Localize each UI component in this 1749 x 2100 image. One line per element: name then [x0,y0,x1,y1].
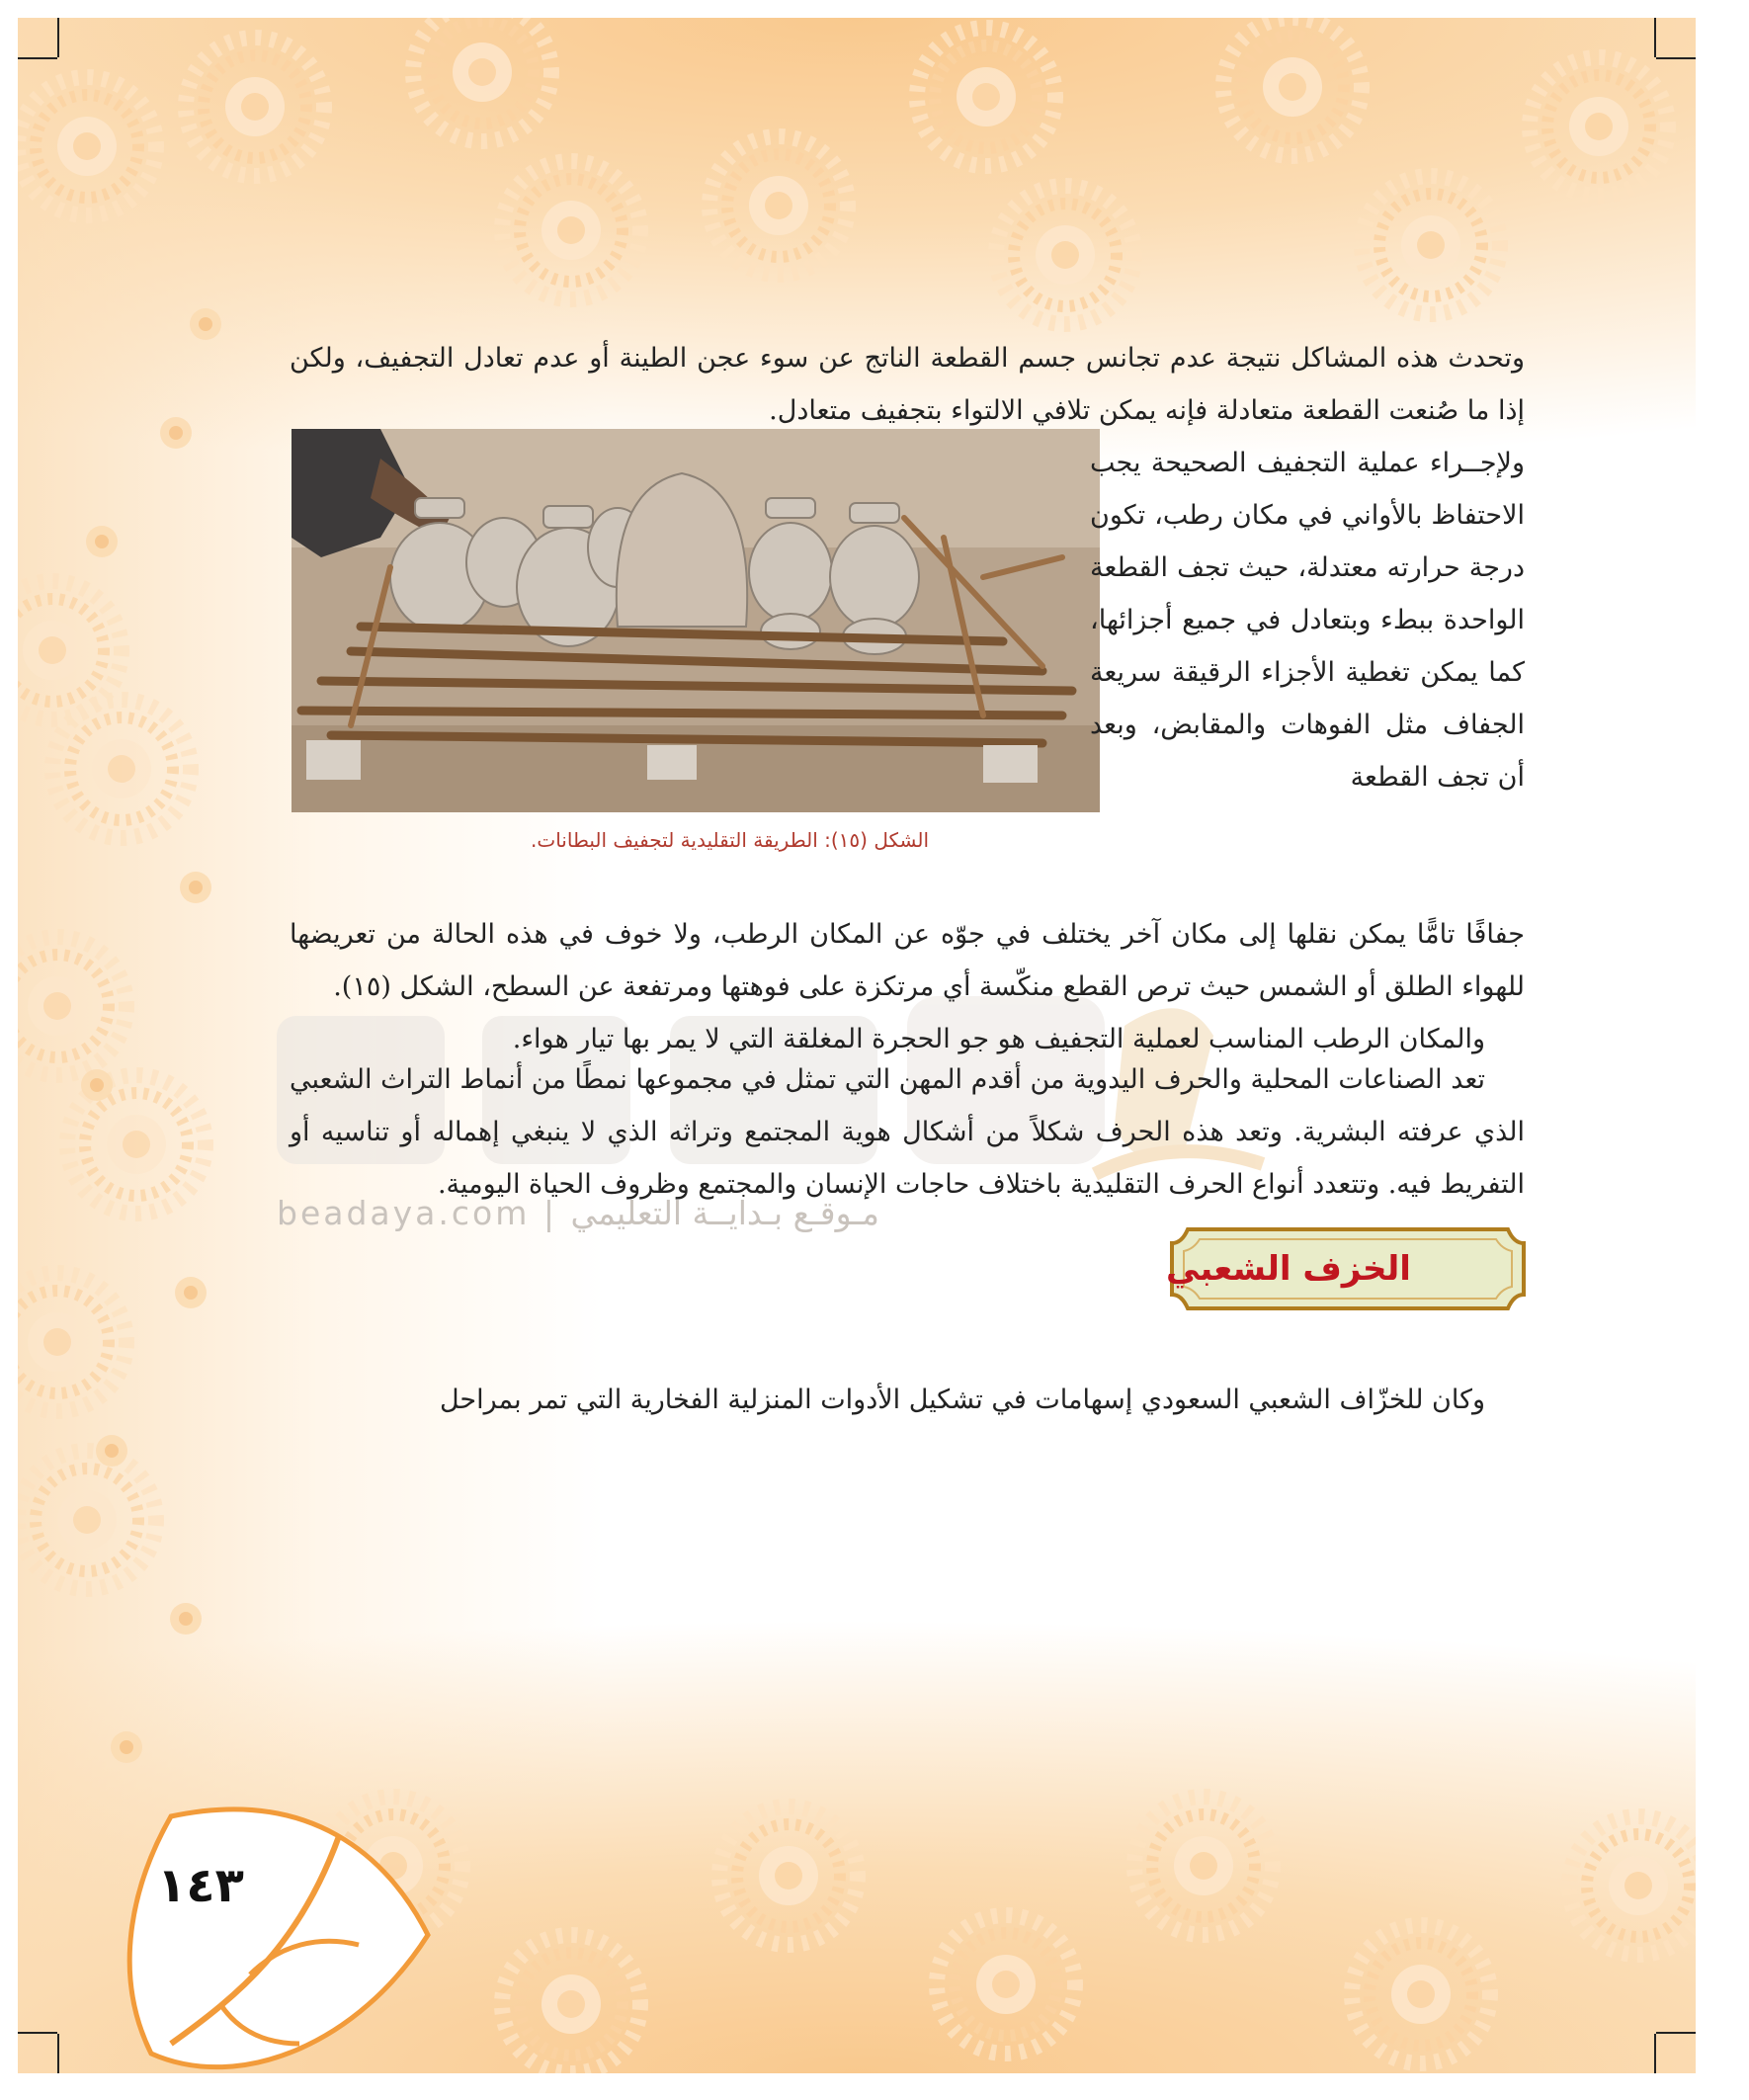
page-number: ١٤٣ [157,1858,244,1913]
paragraph-warping-causes: وتحدث هذه المشاكل نتيجة عدم تجانس جسم القطعة الناتج عن سوء عجن الطينة أو عدم تعادل التجفيف، ولكن إذا ما صُنعت القطعة متعادلة فإنه يمكن تلافي الالتواء بتجفيف متعادل. [290,343,1525,426]
section-heading-folk-pottery: الخزف الشعبي [1166,1249,1411,1289]
paragraph-local-crafts: تعد الصناعات المحلية والحرف اليدوية من أقدم المهن التي تمثل في مجموعها نمطًا من أنماط التراث الشعبي الذي عرفته البشرية. وتعد هذه الحرف شكلاً من أشكال هوية المجتمع وتراثه الذي لا ينبغي إهماله أو تناسيه أو التفريط فيه. وتتعدد أنواع الحرف التقليدية باختلاف حاجات الإنسان والمجتمع وظروف الحياة اليومية. [290,1064,1525,1200]
textbook-page [18,18,1696,2073]
figure-caption: الشكل (١٥): الطريقة التقليدية لتجفيف البطانات. [531,828,929,852]
paragraph-drying-continuation [290,908,1525,1065]
crop-mark [1654,18,1656,57]
top-rosettes [18,18,1668,324]
paragraph-drying-complete: جفافًا تامًّا يمكن نقلها إلى مكان آخر يختلف في جوّه عن المكان الرطب، ولا خوف في هذه الحالة من تعريضها للهواء الطلق أو الشمس حيث ترص القطع منكّسة أي مرتكزة على فوهتها ومرتفعة عن السطح، الشكل (١٥). [290,919,1525,1002]
crop-mark [18,57,57,59]
crop-mark [1656,2032,1696,2034]
crop-mark [57,18,59,57]
crop-mark [18,2032,57,2034]
crop-mark [57,2034,59,2073]
bottom-rosettes [324,1797,1696,2073]
crop-mark [1654,2034,1656,2073]
crop-mark [1656,57,1696,59]
paragraph-saudi-potter: وكان للخزّاف الشعبي السعودي إسهامات في تشكيل الأدوات المنزلية الفخارية التي تمر بمراحل [439,1385,1485,1415]
figure-pottery-drying-photo [292,429,1100,812]
watermark-site-text: beadaya.com | مـوقـع بـدايــة التعليمي [277,1194,879,1232]
paragraph-humid-room: والمكان الرطب المناسب لعملية التجفيف هو جو الحجرة المغلقة التي لا يمر بها تيار هواء. [512,1024,1485,1054]
paragraph-proper-drying: ولإجــراء عملية التجفيف الصحيحة يجب الاحتفاظ بالأواني في مكان رطب، تكون درجة حرارته معتدلة، حيث تجف القطعة الواحدة ببطء وبتعادل في جميع أجزائها، كما يمكن تغطية الأجزاء الرقيقة سريعة الجفاف مثل الفوهات والمقابض، وبعد أن تجف القطعة [1090,448,1525,793]
